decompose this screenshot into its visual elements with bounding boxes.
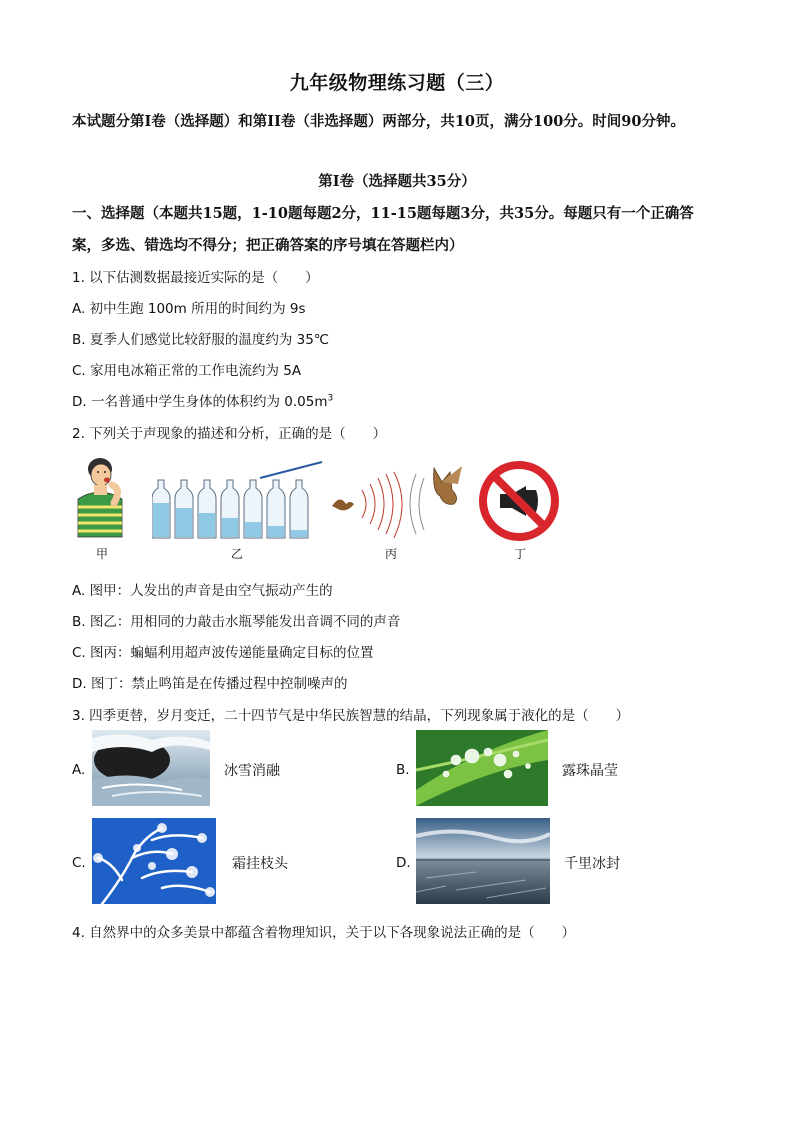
q3-option-c-letter: C. [72, 855, 86, 871]
q1-option-d [72, 390, 333, 410]
part-heading: 一、选择题（本题共15题，1-10题每题2分，11-15题每题3分，共35分。每题只有一个正确答案，多选、错选均不得分；把正确答案的序号填在答题栏内） [72, 205, 694, 254]
melting-snow-photo [92, 730, 210, 806]
q3-option-a-text: 冰雪消融 [224, 763, 280, 779]
q2-option-b: B. 图乙：用相同的力敲击水瓶琴能发出音调不同的声音 [72, 614, 401, 630]
q1-option-d-sup: 3 [327, 393, 334, 404]
page-title: 九年级物理练习题（三） [289, 72, 505, 94]
q3-option-a-letter: A. [72, 762, 86, 778]
q3-option-b-letter: B. [396, 762, 410, 778]
frosty-branches-photo [92, 818, 216, 904]
q3-option-d-text: 千里冰封 [564, 856, 620, 872]
figure-caption-ding: 丁 [514, 547, 527, 561]
q3-option-c-text: 霜挂枝头 [232, 856, 288, 872]
water-bottles-figure [152, 458, 324, 544]
q2-stem: 2. 下列关于声现象的描述和分析，正确的是（ ） [72, 426, 387, 442]
q1-option-b: B. 夏季人们感觉比较舒服的温度约为 35℃ [72, 332, 329, 348]
q2-option-a: A. 图甲：人发出的声音是由空气振动产生的 [72, 583, 333, 599]
q1-stem: 1. 以下估测数据最接近实际的是（ ） [72, 270, 319, 286]
person-shouting-figure [72, 455, 128, 543]
q3-option-d-letter: D. [396, 855, 411, 871]
q1-option-d-text: D. 一名普通中学生身体的体积约为 0.05m [72, 394, 328, 410]
section-title: 第I卷（选择题共35分） [318, 173, 476, 190]
dew-drops-photo [416, 730, 548, 806]
q3-option-b-text: 露珠晶莹 [562, 763, 618, 779]
q1-option-a: A. 初中生跑 100m 所用的时间约为 9s [72, 301, 306, 317]
bat-ultrasound-figure [330, 460, 470, 544]
no-honking-sign-icon [478, 460, 560, 542]
figure-caption-jia: 甲 [96, 547, 109, 561]
exam-intro: 本试题分第I卷（选择题）和第II卷（非选择题）两部分，共10页，满分100分。时间90分钟。 [72, 113, 685, 130]
frozen-lake-photo [416, 818, 550, 904]
q2-option-c: C. 图丙：蝙蝠利用超声波传递能量确定目标的位置 [72, 645, 374, 661]
q4-stem: 4. 自然界中的众多美景中都蕴含着物理知识，关于以下各现象说法正确的是（ ） [72, 925, 576, 941]
q2-option-d: D. 图丁：禁止鸣笛是在传播过程中控制噪声的 [72, 676, 348, 692]
q3-stem: 3. 四季更替，岁月变迁，二十四节气是中华民族智慧的结晶，下列现象属于液化的是（ ） [72, 708, 630, 724]
q1-option-c: C. 家用电冰箱正常的工作电流约为 5A [72, 363, 302, 379]
figure-caption-yi: 乙 [231, 547, 244, 561]
figure-caption-bing: 丙 [385, 547, 398, 561]
